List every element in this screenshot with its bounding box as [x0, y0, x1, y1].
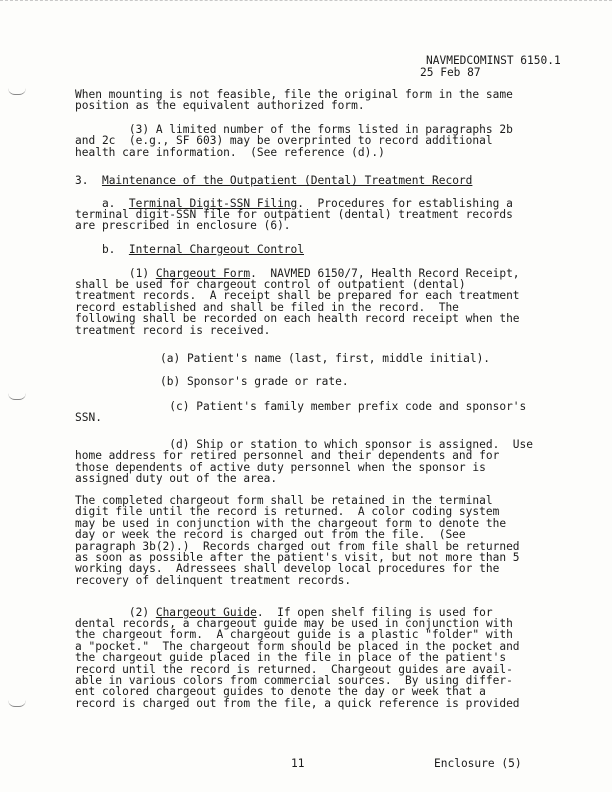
paragraph-b-title: Internal Chargeout Control — [128, 243, 305, 256]
instruction-number: NAVMEDCOMINST 6150.1 — [426, 54, 561, 67]
enclosure-label: Enclosure (5) — [434, 757, 522, 770]
binder-hole-mark — [8, 88, 26, 95]
list-item-b: (b) Sponsor's grade or rate. — [160, 375, 349, 388]
paragraph-b1-body: shall be used for chargeout control of outpatient (dental) treatment records. A receipt shall be prepared for each treatment record established and shall be filed in the record. The following shall be recorded on each health record receipt when the treatment record is received. — [75, 278, 520, 337]
paragraph-mounting: When mounting is not feasible, file the original form in the same position as the equivalent authorized form. — [75, 88, 513, 113]
paragraph-a-label: a. — [75, 197, 129, 210]
paragraph-b2-label: (2) — [75, 606, 156, 619]
list-item-d: (d) Ship or station to which sponsor is assigned. Use home address for retired personnel and their dependents and for those dependents of active duty personnel when the sponsor is assigned duty out of the area. — [75, 438, 534, 486]
instruction-date: 25 Feb 87 — [420, 66, 481, 79]
paragraph-b1-text: . NAVMED 6150/7, Health Record Receipt, — [250, 267, 520, 280]
section-3-title: Maintenance of the Outpatient (Dental) Treatment Record — [101, 174, 473, 187]
scan-top-edge — [0, 0, 612, 5]
paragraph-b1-title: Chargeout Form — [155, 267, 251, 280]
binder-hole-mark — [8, 700, 26, 707]
paragraph-b-label: b. — [75, 243, 129, 256]
paragraph-b2-body: dental records, a chargeout guide may be used in conjunction with the chargeout form. A chargeout guide is a plastic "folder" with a "pocket." The chargeout form should be placed in the pocket and the chargeout guide placed in the file in place of the patient's record until the record is returned. Chargeout guides are avail- able in various colors from commercial sources. By using differ- ent colored chargeout guides to denote the day or week that a record is charged out from the file, a quick reference is provided — [75, 617, 520, 710]
paragraph-b1-label: (1) — [75, 267, 156, 280]
list-item-c: (c) Patient's family member prefix code and sponsor's SSN. — [75, 400, 527, 425]
page-number: 11 — [291, 757, 305, 770]
paragraph-a-body: terminal digit-SSN file for outpatient (dental) treatment records are prescribed in enclosure (6). — [75, 208, 513, 233]
paragraph-a-title: Terminal Digit-SSN Filing — [128, 197, 298, 210]
paragraph-b-heading — [75, 244, 304, 255]
list-item-a: (a) Patient's name (last, first, middle initial). — [160, 352, 491, 365]
section-3-heading — [75, 175, 472, 186]
paragraph-b2-text: . If open shelf filing is used for — [256, 606, 493, 619]
paragraph-b2-title: Chargeout Guide — [155, 606, 257, 619]
section-3-number: 3. — [75, 174, 102, 187]
binder-hole-mark — [8, 393, 26, 400]
paragraph-limited-forms: (3) A limited number of the forms listed in paragraphs 2b and 2c (e.g., SF 603) may be overprinted to record additional health care information. (See reference (d).) — [75, 123, 513, 159]
paragraph-completed-form: The completed chargeout form shall be retained in the terminal digit file until the record is returned. A color coding system may be used in conjunction with the chargeout form to denote the day or week the record is charged out from the file. (See paragraph 3b(2).) Records charged out from file shall be returned as soon as possible after the patient's visit, but not more than 5 working days. Adressees shall develop local procedures for the recovery of delinquent treatment records. — [75, 494, 520, 587]
paragraph-a-text: . Procedures for establishing a — [297, 197, 513, 210]
